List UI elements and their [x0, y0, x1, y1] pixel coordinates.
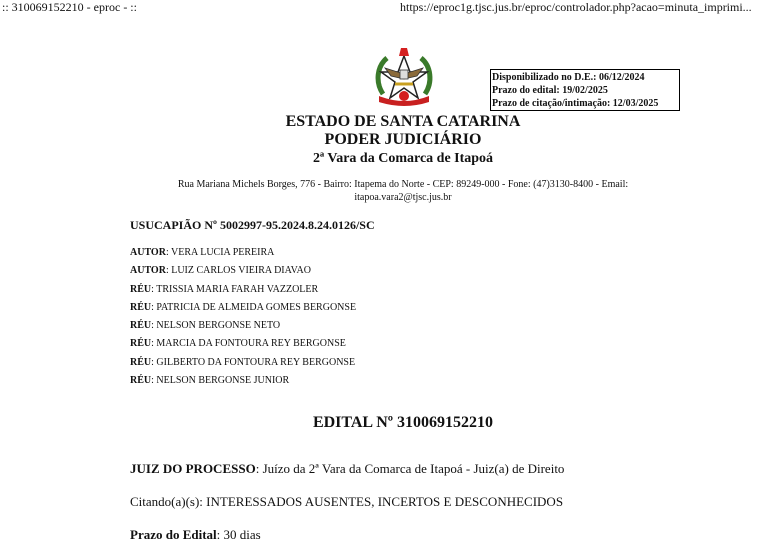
party-role: RÉU	[130, 375, 152, 387]
citation-deadline: Prazo de citação/intimação: 12/03/2025	[492, 98, 659, 109]
party-name: : GILBERTO DA FONTOURA REY BERGONSE	[151, 356, 356, 368]
judiciary-heading: PODER JUDICIÁRIO	[324, 131, 482, 148]
party-item	[130, 372, 356, 390]
court-address: Rua Mariana Michels Borges, 776 - Bairro: Itapema do Norte - CEP: 89249-000 - Fone: (47)3130-8400 - Email: itapoa.vara2@tjsc.jus.br	[177, 179, 629, 203]
judge-label: JUIZ DO PROCESSO	[130, 461, 256, 476]
party-role: RÉU	[130, 320, 152, 332]
santa-catarina-coat-of-arms-icon	[373, 44, 435, 108]
party-role: RÉU	[130, 301, 152, 313]
case-title: USUCAPIÃO Nº 5002997-95.2024.8.24.0126/SC	[130, 218, 375, 232]
print-header	[0, 0, 770, 14]
party-role: RÉU	[130, 283, 152, 295]
prazo-value: : 30 dias	[216, 527, 261, 542]
edital-deadline: Prazo do edital: 19/02/2025	[492, 85, 608, 96]
print-page-title: :: 310069152210 - eproc - ::	[2, 0, 137, 14]
party-name: : MARCIA DA FONTOURA REY BERGONSE	[151, 338, 346, 350]
prazo-paragraph	[130, 527, 261, 543]
party-item	[130, 335, 356, 353]
judge-paragraph	[130, 461, 564, 477]
party-name: : TRISSIA MARIA FARAH VAZZOLER	[151, 283, 319, 295]
prazo-label: Prazo do Edital	[130, 527, 217, 542]
party-name: : NELSON BERGONSE NETO	[151, 320, 281, 332]
party-role: AUTOR	[130, 247, 166, 258]
parties-list	[130, 244, 356, 390]
party-name: : VERA LUCIA PEREIRA	[165, 247, 275, 258]
citando-paragraph: Citando(a)(s): INTERESSADOS AUSENTES, INCERTOS E DESCONHECIDOS	[130, 494, 564, 509]
party-item	[130, 262, 356, 280]
party-name: : PATRICIA DE ALMEIDA GOMES BERGONSE	[151, 301, 357, 313]
party-role: RÉU	[130, 356, 152, 368]
print-page-url: https://eproc1g.tjsc.jus.br/eproc/controlador.php?acao=minuta_imprimi...	[400, 0, 752, 14]
publication-dates-box	[490, 69, 680, 111]
party-name: : NELSON BERGONSE JUNIOR	[151, 375, 290, 387]
judge-value: : Juízo da 2ª Vara da Comarca de Itapoá - Juiz(a) de Direito	[255, 461, 565, 476]
party-item	[130, 244, 356, 262]
court-heading: 2ª Vara da Comarca de Itapoá	[312, 151, 494, 166]
edital-title: EDITAL Nº 310069152210	[312, 414, 494, 431]
published-date: Disponibilizado no D.E.: 06/12/2024	[492, 72, 645, 83]
party-item	[130, 281, 356, 299]
state-heading: ESTADO DE SANTA CATARINA	[285, 113, 521, 130]
party-item	[130, 317, 356, 335]
party-name: : LUIZ CARLOS VIEIRA DIAVAO	[165, 265, 311, 277]
party-item	[130, 354, 356, 372]
party-role: AUTOR	[130, 265, 166, 277]
party-item	[130, 299, 356, 317]
party-role: RÉU	[130, 338, 152, 350]
